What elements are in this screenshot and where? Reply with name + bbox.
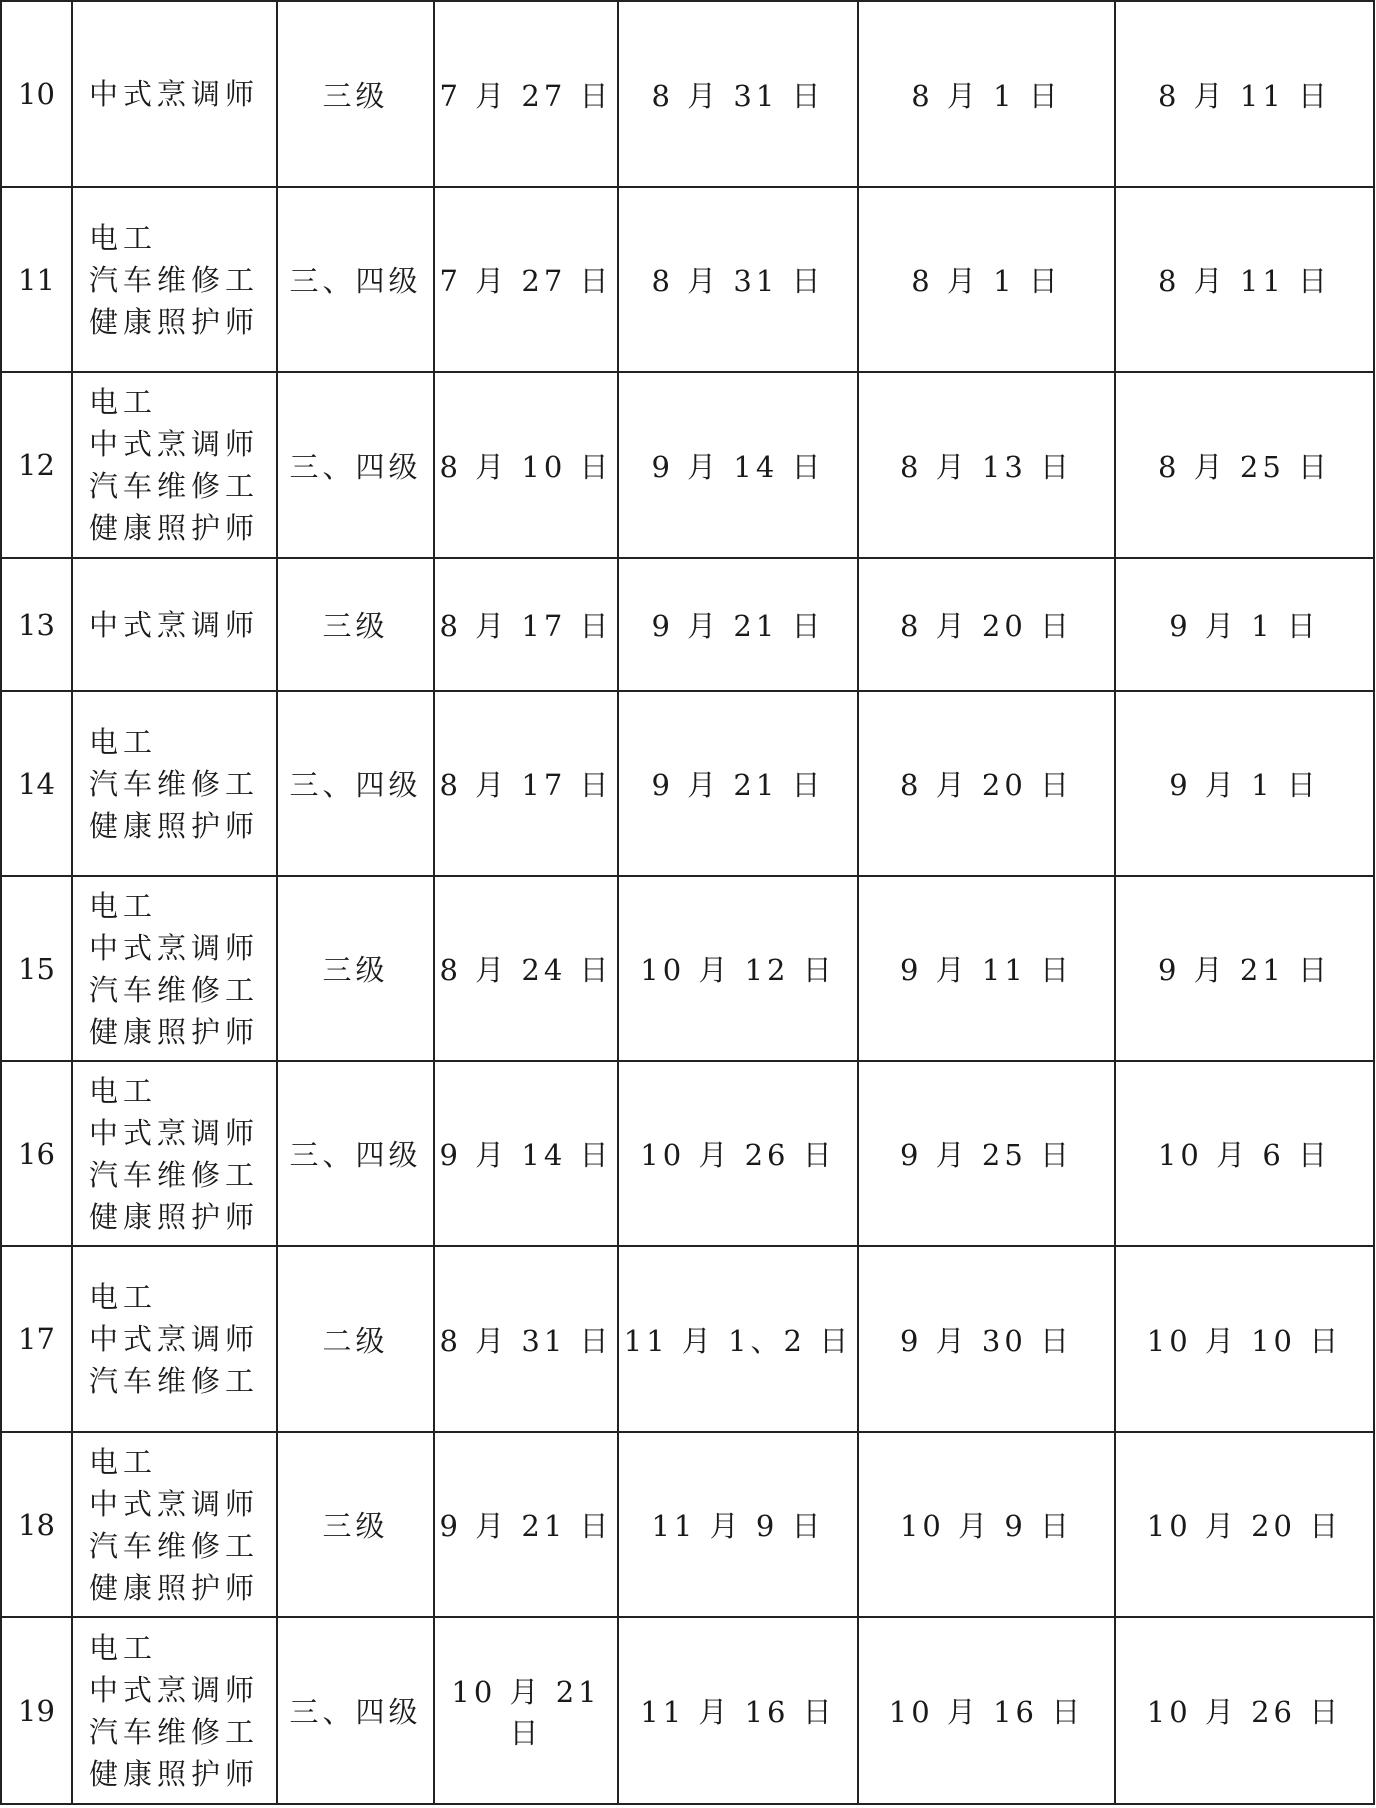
- date-cell-3: 8 月 20 日: [858, 691, 1115, 876]
- trade-cell: [72, 1061, 277, 1246]
- level-cell: 三、四级: [277, 1061, 434, 1246]
- date-cell-4: 9 月 1 日: [1115, 558, 1374, 691]
- level-cell: 三级: [277, 558, 434, 691]
- table-row: [1, 1061, 1374, 1246]
- date-cell-1: 9 月 21 日: [434, 1432, 618, 1617]
- trade-name: 电工: [89, 888, 158, 923]
- trade-name: 电工: [89, 385, 158, 419]
- date-cell-2: 11 月 9 日: [618, 1432, 858, 1617]
- trade-cell: [72, 372, 277, 558]
- trade-cell: [72, 876, 277, 1061]
- date-cell-3: 9 月 11 日: [858, 876, 1115, 1061]
- trade-name: 中式烹调师: [89, 77, 260, 111]
- row-number-cell: 10: [1, 1, 72, 187]
- date-cell-1: 8 月 17 日: [434, 691, 618, 876]
- trade-name: 健康照护师: [89, 1199, 260, 1234]
- date-cell-4: 8 月 11 日: [1115, 187, 1374, 372]
- date-cell-3: 8 月 1 日: [858, 1, 1115, 187]
- date-cell-2: 11 月 16 日: [618, 1617, 858, 1804]
- level-cell: 三、四级: [277, 187, 434, 372]
- trade-name: 电工: [89, 1444, 158, 1479]
- row-number-cell: 15: [1, 876, 72, 1061]
- date-cell-4: 10 月 10 日: [1115, 1246, 1374, 1432]
- table-row: [1, 691, 1374, 876]
- date-cell-1: 7 月 27 日: [434, 187, 618, 372]
- date-cell-4: 9 月 1 日: [1115, 691, 1374, 876]
- row-number-cell: 18: [1, 1432, 72, 1617]
- trade-name: 电工: [89, 724, 158, 759]
- table-row: [1, 1617, 1374, 1804]
- date-cell-3: 8 月 20 日: [858, 558, 1115, 691]
- date-cell-1: 8 月 17 日: [434, 558, 618, 691]
- date-cell-1: 9 月 14 日: [434, 1061, 618, 1246]
- trade-name: 中式烹调师: [89, 1322, 260, 1356]
- row-number-cell: 12: [1, 372, 72, 558]
- row-number-cell: 14: [1, 691, 72, 876]
- trade-name: 汽车维修工: [89, 469, 260, 503]
- trade-name: 健康照护师: [89, 511, 260, 545]
- date-cell-4: 10 月 20 日: [1115, 1432, 1374, 1617]
- trade-name: 汽车维修工: [89, 1157, 260, 1192]
- trade-name: 中式烹调师: [89, 427, 260, 461]
- table-row: [1, 1246, 1374, 1432]
- level-cell: 三级: [277, 876, 434, 1061]
- trade-cell: [72, 187, 277, 372]
- trade-name: 健康照护师: [89, 808, 260, 843]
- trade-name: 汽车维修工: [89, 1714, 260, 1749]
- date-cell-2: 9 月 21 日: [618, 558, 858, 691]
- trade-name: 健康照护师: [89, 1756, 260, 1791]
- trade-name: 电工: [89, 1280, 158, 1314]
- row-number-cell: 19: [1, 1617, 72, 1804]
- table-row: [1, 1432, 1374, 1617]
- date-cell-2: 8 月 31 日: [618, 187, 858, 372]
- trade-name: 中式烹调师: [89, 930, 260, 965]
- trade-cell: [72, 558, 277, 691]
- trade-name: 电工: [89, 220, 158, 255]
- table-row: [1, 558, 1374, 691]
- date-cell-2: 11 月 1、2 日: [618, 1246, 858, 1432]
- level-cell: 二级: [277, 1246, 434, 1432]
- date-cell-4: 10 月 6 日: [1115, 1061, 1374, 1246]
- trade-cell: [72, 1432, 277, 1617]
- level-cell: 三、四级: [277, 1617, 434, 1804]
- date-cell-3: 9 月 30 日: [858, 1246, 1115, 1432]
- table-row: [1, 187, 1374, 372]
- date-cell-4: 8 月 25 日: [1115, 372, 1374, 558]
- date-cell-4: 9 月 21 日: [1115, 876, 1374, 1061]
- trade-name: 汽车维修工: [89, 972, 260, 1007]
- trade-name: 中式烹调师: [89, 1672, 260, 1707]
- date-cell-4: 10 月 26 日: [1115, 1617, 1374, 1804]
- table-row: [1, 876, 1374, 1061]
- date-cell-3: 8 月 1 日: [858, 187, 1115, 372]
- trade-name: 汽车维修工: [89, 262, 260, 297]
- level-cell: 三级: [277, 1, 434, 187]
- date-cell-3: 10 月 9 日: [858, 1432, 1115, 1617]
- row-number-cell: 17: [1, 1246, 72, 1432]
- date-cell-3: 9 月 25 日: [858, 1061, 1115, 1246]
- table-row: [1, 1, 1374, 187]
- trade-cell: [72, 691, 277, 876]
- date-cell-2: 10 月 12 日: [618, 876, 858, 1061]
- level-cell: 三、四级: [277, 372, 434, 558]
- date-cell-2: 10 月 26 日: [618, 1061, 858, 1246]
- trade-name: 健康照护师: [89, 304, 260, 339]
- level-cell: 三、四级: [277, 691, 434, 876]
- date-cell-3: 8 月 13 日: [858, 372, 1115, 558]
- trade-name: 汽车维修工: [89, 1364, 260, 1398]
- table-body: [1, 1, 1374, 1804]
- date-cell-3: 10 月 16 日: [858, 1617, 1115, 1804]
- date-cell-1: 8 月 10 日: [434, 372, 618, 558]
- table-row: [1, 372, 1374, 558]
- trade-cell: [72, 1617, 277, 1804]
- trade-cell: [72, 1, 277, 187]
- date-cell-2: 8 月 31 日: [618, 1, 858, 187]
- date-cell-1: 10 月 21 日: [434, 1617, 618, 1804]
- row-number-cell: 13: [1, 558, 72, 691]
- trade-name: 汽车维修工: [89, 1528, 260, 1563]
- date-cell-2: 9 月 14 日: [618, 372, 858, 558]
- date-cell-4: 8 月 11 日: [1115, 1, 1374, 187]
- trade-name: 健康照护师: [89, 1570, 260, 1605]
- trade-name: 电工: [89, 1073, 158, 1108]
- date-cell-1: 7 月 27 日: [434, 1, 618, 187]
- trade-name: 中式烹调师: [89, 1115, 260, 1150]
- date-cell-2: 9 月 21 日: [618, 691, 858, 876]
- trade-name: 电工: [89, 1630, 158, 1665]
- level-cell: 三级: [277, 1432, 434, 1617]
- date-cell-1: 8 月 31 日: [434, 1246, 618, 1432]
- date-cell-1: 8 月 24 日: [434, 876, 618, 1061]
- row-number-cell: 11: [1, 187, 72, 372]
- trade-name: 中式烹调师: [89, 607, 260, 642]
- row-number-cell: 16: [1, 1061, 72, 1246]
- trade-name: 中式烹调师: [89, 1486, 260, 1521]
- trade-cell: [72, 1246, 277, 1432]
- trade-name: 汽车维修工: [89, 766, 260, 801]
- trade-name: 健康照护师: [89, 1014, 260, 1049]
